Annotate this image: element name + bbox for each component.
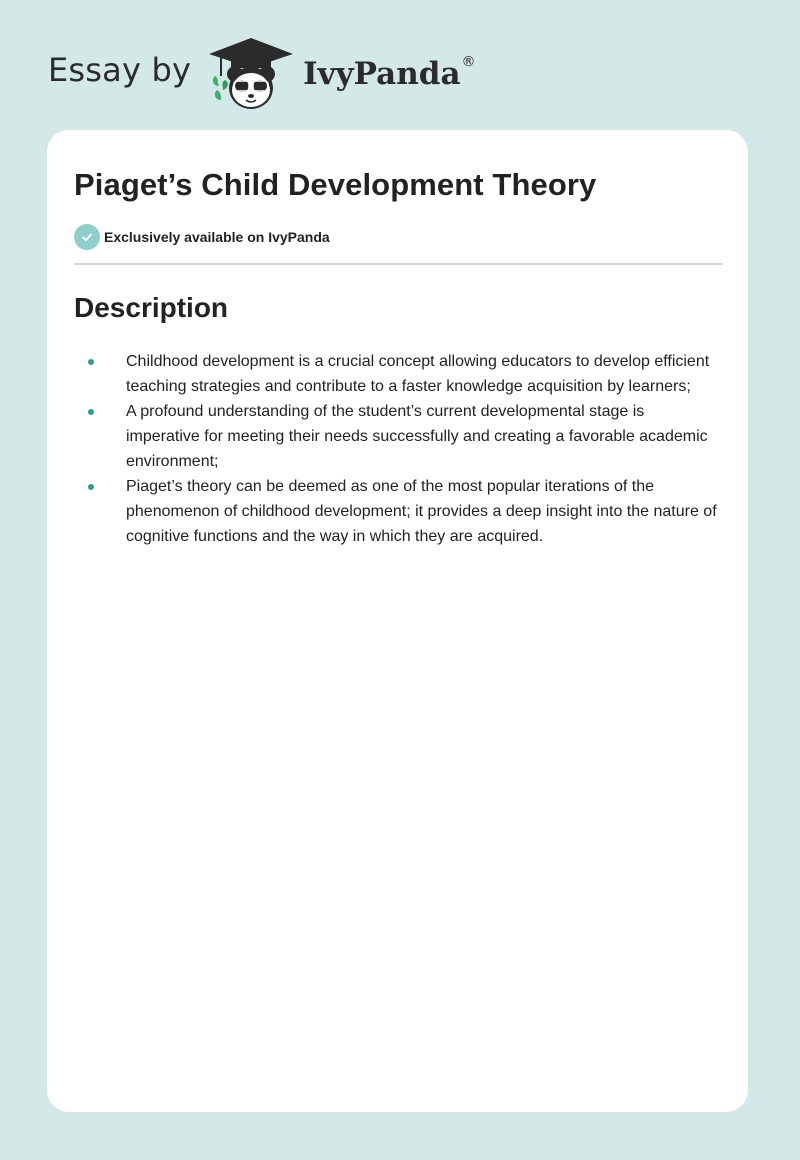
- essay-card: [47, 130, 748, 1112]
- panda-graduation-cap-icon: [205, 34, 297, 114]
- exclusive-badge: [74, 224, 722, 250]
- brand-header: [48, 34, 476, 114]
- list-item: [74, 399, 722, 474]
- brand-name: IvyPanda: [303, 56, 461, 92]
- check-circle-icon: [74, 224, 100, 250]
- bullet-icon: [88, 409, 94, 415]
- description-heading: Description: [74, 292, 229, 323]
- exclusive-badge-text: Exclusively available on IvyPanda: [104, 229, 330, 245]
- bullet-icon: [88, 484, 94, 490]
- list-item: [74, 349, 722, 399]
- divider: [74, 263, 723, 265]
- page-title: Piaget’s Child Development Theory: [74, 167, 597, 202]
- list-item-text: Childhood development is a crucial concept allowing educators to develop efficient teaching strategies and contribute to a faster knowledge acquisition by learners;: [126, 353, 710, 395]
- bullet-icon: [88, 359, 94, 365]
- list-item-text: A profound understanding of the student’s current developmental stage is imperative for meeting their needs successfully and creating a favorable academic environment;: [126, 403, 708, 470]
- list-item: [74, 474, 722, 549]
- description-list: [74, 349, 722, 549]
- brand-prefix: Essay by: [48, 51, 192, 89]
- registered-mark: ®: [461, 54, 476, 70]
- list-item-text: Piaget’s theory can be deemed as one of the most popular iterations of the phenomenon of childhood development; it provides a deep insight into the nature of cognitive functions and the way in which they are acquired.: [126, 478, 717, 545]
